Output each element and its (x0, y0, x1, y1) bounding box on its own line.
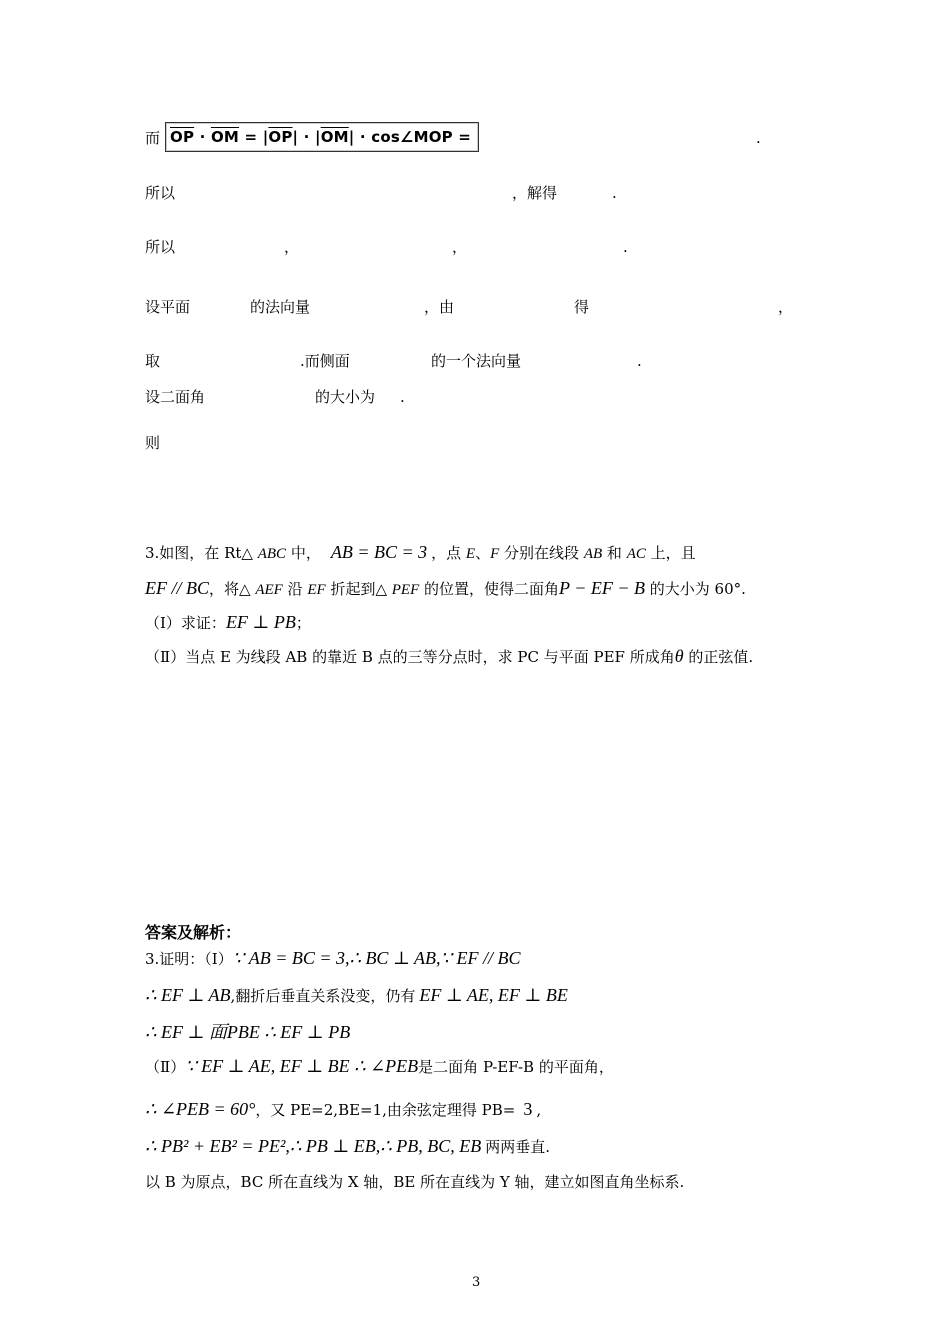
answer-line-4 (145, 1056, 614, 1077)
answer-text: , (536, 1101, 542, 1119)
vector-om: $\overline{OM}$ (210, 128, 240, 146)
answer-sqrt-value: 3 (523, 1099, 533, 1119)
answer-math: EF ⊥ AE, EF ⊥ BE (419, 985, 568, 1005)
answer-math: ∴ EF ⊥ 面PBE ∴ EF ⊥ PB (145, 1022, 351, 1042)
q3-text: 沿 (282, 580, 308, 598)
text-she-pingmian: 设平面 (145, 298, 191, 316)
q3-text: 、 (475, 544, 491, 562)
question-line-2 (145, 578, 746, 600)
period-3: . (623, 238, 628, 256)
answer-text: 3.证明：（Ⅰ） (145, 950, 233, 968)
q3-math-ef-parallel-bc: EF // BC (145, 578, 209, 598)
answer-line-6 (145, 1136, 550, 1157)
q3-text: 中， (286, 544, 321, 562)
q3-math-ef-perp-pb: EF ⊥ PB (225, 612, 296, 632)
q3-text: ，点 (431, 544, 466, 562)
q3-text: ； (295, 614, 311, 632)
abs-bar-close: | (292, 128, 299, 146)
vector-op-abs: $\overline{OP}$ (268, 128, 293, 146)
q3-math-theta: θ (674, 646, 684, 666)
answer-math: ∵ EF ⊥ AE, EF ⊥ BE ∴ ∠PEB (185, 1056, 419, 1076)
formula-dot: · (199, 128, 206, 146)
answer-text: 是二面角 P-EF-B 的平面角， (418, 1058, 614, 1076)
q3-math-abc: ABC (257, 546, 287, 562)
answer-math: ∴ ∠PEB = 60° (145, 1099, 256, 1119)
q3-math-f: F (490, 546, 500, 562)
text-suoyi-2: 所以 (145, 238, 176, 256)
formula-equals: = (244, 128, 258, 146)
formula-dot-2: · (303, 128, 310, 146)
answer-math: ∴ PB² + EB² = PE²,∴ PB ⊥ EB,∴ PB, BC, EB (145, 1136, 482, 1156)
q3-text: 3.如图，在 Rt△ (145, 544, 258, 562)
answer-math: ∴ EF ⊥ AB (145, 985, 231, 1005)
text-yige-faxiangliang: 的一个法向量 (431, 352, 522, 370)
formula-cos-tail: · cos∠MOP = (359, 128, 472, 146)
q3-math-aef: AEF (255, 582, 283, 598)
q3-text: 折起到△ (325, 580, 392, 598)
vector-op: $\overline{OP}$ (170, 128, 195, 146)
q3-math-eq: AB = BC = 3 (330, 542, 428, 562)
q3-text: 上，且 (645, 544, 696, 562)
q3-math-pef: PEF (391, 582, 420, 598)
answer-math: ∵ AB = BC = 3,∴ BC ⊥ AB,∵ EF // BC (232, 948, 521, 968)
text-you: ，由 (424, 298, 455, 316)
period-2: . (612, 184, 617, 202)
answer-text: （Ⅱ） (145, 1058, 186, 1076)
answer-line-5 (145, 1099, 541, 1120)
q3-text: 和 (602, 544, 627, 562)
q3-text: 的位置，使得二面角 (419, 580, 560, 598)
q3-text: 的正弦值. (683, 648, 754, 666)
q3-math-ef: EF (307, 582, 326, 598)
q3-math-pefb: P − EF − B (559, 578, 645, 598)
q3-math-ac: AC (626, 546, 646, 562)
q3-text: 的大小为 60°. (645, 580, 746, 598)
answer-line-1 (145, 948, 520, 969)
formula-box (165, 122, 479, 152)
text-ze: 则 (145, 434, 161, 452)
text-de: 得 (574, 298, 590, 316)
answer-text: ,翻折后垂直关系没变，仍有 (230, 987, 416, 1005)
period-5: . (400, 388, 405, 406)
period-1: . (756, 129, 761, 147)
comma-c: ， (778, 298, 794, 316)
answer-text: ，又 PE=2,BE=1,由余弦定理得 PB= (255, 1101, 516, 1119)
period-4: . (637, 352, 642, 370)
q3-text: 分别在线段 (499, 544, 584, 562)
question-line-1 (145, 542, 696, 564)
q3-text: （Ⅱ）当点 E 为线段 AB 的靠近 B 点的三等分点时，求 PC 与平面 PEF 所成角 (145, 648, 675, 666)
vector-om-abs: $\overline{OM}$ (320, 128, 349, 146)
text-qu: 取 (145, 352, 161, 370)
answer-line-7: 以 B 为原点，BC 所在直线为 X 轴，BE 所在直线为 Y 轴，建立如图直角坐标系. (145, 1173, 685, 1191)
text-er-cemian: .而侧面 (300, 352, 350, 370)
answer-heading: 答案及解析： (145, 923, 242, 942)
text-jiede: ，解得 (512, 184, 558, 202)
q3-text: ，将△ (209, 580, 256, 598)
text-suoyi-1: 所以 (145, 184, 176, 202)
text-faxiangliang: 的法向量 (250, 298, 311, 316)
q3-math-e: E (465, 546, 476, 562)
abs-bar-open-2: | (315, 128, 321, 146)
text-she-ermianjiao: 设二面角 (145, 388, 206, 406)
question-part-1 (145, 612, 311, 633)
answer-text: 两两垂直. (485, 1138, 550, 1156)
abs-bar-close-2: | (348, 128, 355, 146)
answer-line-3 (145, 1022, 350, 1043)
answer-line-2 (145, 985, 568, 1006)
comma-a: ， (284, 238, 300, 256)
abs-bar-open: | (262, 128, 269, 146)
text-er: 而 (145, 129, 161, 147)
question-part-2 (145, 646, 753, 667)
q3-math-ab: AB (583, 546, 603, 562)
comma-b: ， (452, 238, 468, 256)
q3-text: （Ⅰ）求证： (145, 614, 226, 632)
page-number: 3 (472, 1275, 481, 1290)
text-daxiaowei: 的大小为 (315, 388, 376, 406)
